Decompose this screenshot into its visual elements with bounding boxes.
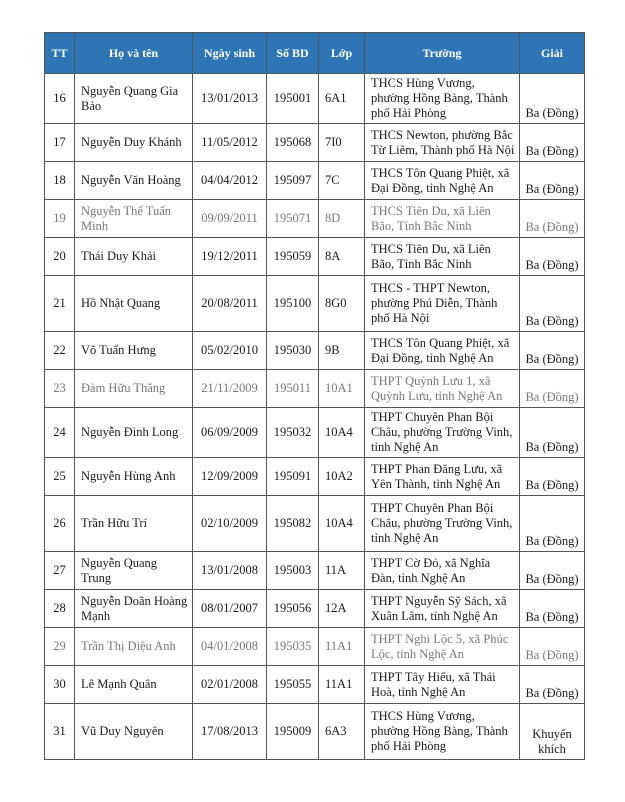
header-class: Lớp (319, 33, 365, 74)
class-name: 10A4 (319, 408, 365, 458)
date-of-birth: 20/08/2011 (193, 276, 267, 332)
award-level: Ba (Đồng) (520, 458, 585, 496)
row-index: 27 (45, 552, 75, 590)
candidate-number: 195091 (267, 458, 319, 496)
class-name: 11A (319, 552, 365, 590)
candidate-number: 195009 (267, 704, 319, 760)
school-name: THCS Hùng Vương, phường Hồng Bàng, Thành phố Hải Phòng (365, 74, 520, 124)
student-name: Đàm Hữu Thắng (75, 370, 193, 408)
header-school: Trường (365, 33, 520, 74)
school-name: THCS - THPT Newton, phường Phú Diễn, Thành phố Hà Nội (365, 276, 520, 332)
row-index: 31 (45, 704, 75, 760)
school-name: THPT Chuyên Phan Bội Châu, phường Trường Vinh, tỉnh Nghệ An (365, 408, 520, 458)
date-of-birth: 06/09/2009 (193, 408, 267, 458)
school-name: THPT Tây Hiếu, xã Thái Hoà, tỉnh Nghệ An (365, 666, 520, 704)
candidate-number: 195100 (267, 276, 319, 332)
student-name: Hồ Nhật Quang (75, 276, 193, 332)
table-row (45, 666, 585, 704)
table-row (45, 370, 585, 408)
candidate-number: 195071 (267, 200, 319, 238)
class-name: 9B (319, 332, 365, 370)
row-index: 22 (45, 332, 75, 370)
table-row (45, 124, 585, 162)
award-level: Ba (Đồng) (520, 370, 585, 408)
date-of-birth: 04/01/2008 (193, 628, 267, 666)
award-level: Khuyến khích (520, 704, 585, 760)
row-index: 21 (45, 276, 75, 332)
table-row (45, 408, 585, 458)
award-level: Ba (Đồng) (520, 552, 585, 590)
award-level: Ba (Đồng) (520, 238, 585, 276)
date-of-birth: 05/02/2010 (193, 332, 267, 370)
header-dob: Ngày sinh (193, 33, 267, 74)
school-name: THPT Nguyễn Sỹ Sách, xã Xuân Lâm, tỉnh Nghệ An (365, 590, 520, 628)
student-name: Thái Duy Khải (75, 238, 193, 276)
school-name: THCS Tiên Du, xã Liên Bão, Tỉnh Bắc Ninh (365, 238, 520, 276)
award-level: Ba (Đồng) (520, 162, 585, 200)
class-name: 12A (319, 590, 365, 628)
class-name: 8G0 (319, 276, 365, 332)
row-index: 17 (45, 124, 75, 162)
candidate-number: 195082 (267, 496, 319, 552)
candidate-number: 195035 (267, 628, 319, 666)
class-name: 10A1 (319, 370, 365, 408)
table-row (45, 74, 585, 124)
row-index: 29 (45, 628, 75, 666)
candidate-number: 195068 (267, 124, 319, 162)
table-row (45, 200, 585, 238)
school-name: THPT Quỳnh Lưu 1, xã Quỳnh Lưu, tỉnh Nghệ An (365, 370, 520, 408)
student-name: Nguyễn Duy Khánh (75, 124, 193, 162)
date-of-birth: 17/08/2013 (193, 704, 267, 760)
date-of-birth: 11/05/2012 (193, 124, 267, 162)
row-index: 28 (45, 590, 75, 628)
date-of-birth: 04/04/2012 (193, 162, 267, 200)
school-name: THPT Nghi Lộc 5, xã Phúc Lộc, tỉnh Nghệ An (365, 628, 520, 666)
date-of-birth: 02/10/2009 (193, 496, 267, 552)
student-name: Nguyễn Quang Gia Bảo (75, 74, 193, 124)
school-name: THCS Tiên Du, xã Liên Bão, Tỉnh Bắc Ninh (365, 200, 520, 238)
award-level: Ba (Đồng) (520, 200, 585, 238)
student-name: Trần Hữu Trí (75, 496, 193, 552)
date-of-birth: 08/01/2007 (193, 590, 267, 628)
award-level: Ba (Đồng) (520, 276, 585, 332)
table-row (45, 276, 585, 332)
table-row (45, 590, 585, 628)
class-name: 6A1 (319, 74, 365, 124)
candidate-number: 195011 (267, 370, 319, 408)
award-level: Ba (Đồng) (520, 332, 585, 370)
student-name: Nguyễn Hùng Anh (75, 458, 193, 496)
header-row (45, 33, 585, 74)
student-name: Vũ Duy Nguyên (75, 704, 193, 760)
student-name: Nguyễn Đình Long (75, 408, 193, 458)
school-name: THCS Newton, phường Bắc Từ Liêm, Thành phố Hà Nội (365, 124, 520, 162)
row-index: 24 (45, 408, 75, 458)
class-name: 7C (319, 162, 365, 200)
date-of-birth: 02/01/2008 (193, 666, 267, 704)
row-index: 18 (45, 162, 75, 200)
class-name: 10A4 (319, 496, 365, 552)
table-row (45, 552, 585, 590)
class-name: 10A2 (319, 458, 365, 496)
award-level: Ba (Đồng) (520, 590, 585, 628)
candidate-number: 195001 (267, 74, 319, 124)
row-index: 20 (45, 238, 75, 276)
table-row (45, 704, 585, 760)
row-index: 25 (45, 458, 75, 496)
student-name: Võ Tuấn Hưng (75, 332, 193, 370)
row-index: 16 (45, 74, 75, 124)
class-name: 6A3 (319, 704, 365, 760)
date-of-birth: 12/09/2009 (193, 458, 267, 496)
class-name: 11A1 (319, 666, 365, 704)
candidate-number: 195097 (267, 162, 319, 200)
table-row (45, 238, 585, 276)
student-name: Trần Thị Diệu Anh (75, 628, 193, 666)
header-tt: TT (45, 33, 75, 74)
award-level: Ba (Đồng) (520, 628, 585, 666)
candidate-number: 195003 (267, 552, 319, 590)
school-name: THPT Phan Đăng Lưu, xã Yên Thành, tỉnh Nghệ An (365, 458, 520, 496)
header-award: Giải (520, 33, 585, 74)
results-table (44, 32, 585, 760)
date-of-birth: 09/09/2011 (193, 200, 267, 238)
candidate-number: 195059 (267, 238, 319, 276)
school-name: THCS Hùng Vương, phường Hồng Bàng, Thành phố Hải Phòng (365, 704, 520, 760)
award-level: Ba (Đồng) (520, 124, 585, 162)
award-level: Ba (Đồng) (520, 666, 585, 704)
candidate-number: 195032 (267, 408, 319, 458)
row-index: 26 (45, 496, 75, 552)
table-row (45, 628, 585, 666)
student-name: Nguyễn Quang Trung (75, 552, 193, 590)
class-name: 8A (319, 238, 365, 276)
school-name: THPT Chuyên Phan Bội Châu, phường Trường Vinh, tỉnh Nghệ An (365, 496, 520, 552)
row-index: 19 (45, 200, 75, 238)
student-name: Nguyễn Doãn Hoàng Mạnh (75, 590, 193, 628)
award-level: Ba (Đồng) (520, 74, 585, 124)
table-row (45, 496, 585, 552)
student-name: Lê Mạnh Quân (75, 666, 193, 704)
student-name: Nguyễn Văn Hoàng (75, 162, 193, 200)
date-of-birth: 19/12/2011 (193, 238, 267, 276)
table-row (45, 458, 585, 496)
date-of-birth: 21/11/2009 (193, 370, 267, 408)
candidate-number: 195056 (267, 590, 319, 628)
school-name: THCS Tôn Quang Phiệt, xã Đại Đồng, tỉnh Nghệ An (365, 162, 520, 200)
school-name: THPT Cờ Đỏ, xã Nghĩa Đàn, tỉnh Nghệ An (365, 552, 520, 590)
header-name: Họ và tên (75, 33, 193, 74)
class-name: 8D (319, 200, 365, 238)
date-of-birth: 13/01/2013 (193, 74, 267, 124)
award-level: Ba (Đồng) (520, 496, 585, 552)
award-level: Ba (Đồng) (520, 408, 585, 458)
school-name: THCS Tôn Quang Phiệt, xã Đại Đồng, tỉnh Nghệ An (365, 332, 520, 370)
row-index: 23 (45, 370, 75, 408)
candidate-number: 195055 (267, 666, 319, 704)
date-of-birth: 13/01/2008 (193, 552, 267, 590)
class-name: 7I0 (319, 124, 365, 162)
row-index: 30 (45, 666, 75, 704)
table-row (45, 162, 585, 200)
header-sbd: Số BD (267, 33, 319, 74)
table-row (45, 332, 585, 370)
candidate-number: 195030 (267, 332, 319, 370)
student-name: Nguyễn Thế Tuấn Minh (75, 200, 193, 238)
class-name: 11A1 (319, 628, 365, 666)
